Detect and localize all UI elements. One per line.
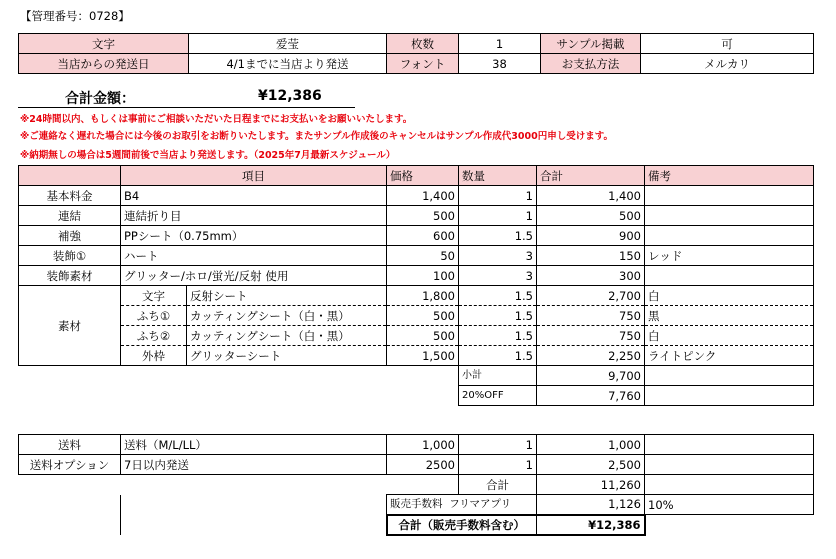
total-label: 合計金額： xyxy=(65,91,135,107)
label-text: 文字 xyxy=(19,34,189,54)
col-item: 項目 xyxy=(121,166,387,186)
row-category: 連結 xyxy=(19,206,121,226)
subtotal-spacer xyxy=(19,366,459,386)
shipping-category: 送料オプション xyxy=(19,455,121,475)
subtotal-value: 9,700 xyxy=(537,366,645,386)
row-category: 補強 xyxy=(19,226,121,246)
value-payment: メルカリ xyxy=(641,54,814,74)
label-payment: お支払方法 xyxy=(541,54,641,74)
material-price: 1,500 xyxy=(387,346,459,366)
material-total: 2,250 xyxy=(537,346,645,366)
row-price: 600 xyxy=(387,226,459,246)
value-sample: 可 xyxy=(641,34,814,54)
row-item: グリッター/ホロ/蛍光/反射 使用 xyxy=(121,266,387,286)
shipping-category: 送料 xyxy=(19,435,121,455)
material-note: ライトピンク xyxy=(645,346,814,366)
sum-value: 11,260 xyxy=(537,475,645,495)
label-sample: サンプル掲載 xyxy=(541,34,641,54)
subtotal-row xyxy=(19,366,814,386)
row-note xyxy=(645,226,814,246)
shipping-qty: 1 xyxy=(459,435,537,455)
sum-note xyxy=(645,475,814,495)
fee-row xyxy=(19,495,814,515)
material-qty: 1.5 xyxy=(459,286,537,306)
grand-note xyxy=(645,515,814,535)
shipping-table xyxy=(18,434,814,536)
table-row xyxy=(19,435,814,455)
note-1: ※24時間以内、もしくは事前にご相談いただいた日程までにお支払いをお願いいたします。 xyxy=(20,114,413,125)
row-category: 装飾素材 xyxy=(19,266,121,286)
shipping-item: 送料（M/L/LL） xyxy=(121,435,387,455)
discount-row xyxy=(19,386,814,406)
grand-total-label: 合計（販売手数料含む） xyxy=(387,515,537,535)
items-header-row xyxy=(19,166,814,186)
grand-total-row xyxy=(19,515,814,535)
material-note: 白 xyxy=(645,286,814,306)
table-row xyxy=(19,246,814,266)
material-sub: 外枠 xyxy=(121,346,187,366)
material-total: 750 xyxy=(537,306,645,326)
material-row xyxy=(19,286,814,306)
material-item: カッティングシート（白・黒） xyxy=(187,306,387,326)
header-row-2 xyxy=(19,54,814,74)
material-item: カッティングシート（白・黒） xyxy=(187,326,387,346)
material-total: 750 xyxy=(537,326,645,346)
row-note xyxy=(645,186,814,206)
grand-spacer-2 xyxy=(121,515,387,535)
subtotal-note xyxy=(645,366,814,386)
table-row xyxy=(19,186,814,206)
material-qty: 1.5 xyxy=(459,346,537,366)
table-row xyxy=(19,226,814,246)
shipping-note xyxy=(645,455,814,475)
row-item: 連結折り目 xyxy=(121,206,387,226)
shipping-price: 1,000 xyxy=(387,435,459,455)
material-sub: 文字 xyxy=(121,286,187,306)
grand-spacer xyxy=(19,515,121,535)
col-qty: 数量 xyxy=(459,166,537,186)
material-item: グリッターシート xyxy=(187,346,387,366)
material-qty: 1.5 xyxy=(459,326,537,346)
discount-note xyxy=(645,386,814,406)
fee-platform: フリマアプリ xyxy=(449,498,512,511)
material-row xyxy=(19,306,814,326)
table-row xyxy=(19,266,814,286)
fee-label-text: 販売手数料 xyxy=(390,498,443,511)
row-item: B4 xyxy=(121,186,387,206)
col-price: 価格 xyxy=(387,166,459,186)
sum-row xyxy=(19,475,814,495)
row-total: 900 xyxy=(537,226,645,246)
value-text: 爱莹 xyxy=(189,34,387,54)
row-item: ハート xyxy=(121,246,387,266)
shipping-total: 1,000 xyxy=(537,435,645,455)
fee-spacer-2 xyxy=(121,495,387,515)
col-total: 合計 xyxy=(537,166,645,186)
row-category: 装飾① xyxy=(19,246,121,266)
row-qty: 3 xyxy=(459,266,537,286)
fee-value: 1,126 xyxy=(537,495,645,515)
label-count: 枚数 xyxy=(387,34,459,54)
row-qty: 1.5 xyxy=(459,226,537,246)
row-qty: 3 xyxy=(459,246,537,266)
row-total: 1,400 xyxy=(537,186,645,206)
items-table xyxy=(18,165,814,406)
row-total: 150 xyxy=(537,246,645,266)
row-category: 基本料金 xyxy=(19,186,121,206)
col-blank xyxy=(19,166,121,186)
note-3: ※納期無しの場合は5週間前後で当店より発送します。（2025年7月最新スケジュール） xyxy=(20,150,396,161)
material-item: 反射シート xyxy=(187,286,387,306)
note-2: ※ご連絡なく遅れた場合には今後のお取引をお断りいたします。またサンプル作成後のキャンセルはサンプル作成代3000円申し受けます。 xyxy=(20,131,613,142)
shipping-note xyxy=(645,435,814,455)
row-note: レッド xyxy=(645,246,814,266)
shipping-item: 7日以内発送 xyxy=(121,455,387,475)
material-total: 2,700 xyxy=(537,286,645,306)
grand-total-value: ¥12,386 xyxy=(537,515,645,535)
label-font: フォント xyxy=(387,54,459,74)
material-price: 500 xyxy=(387,306,459,326)
row-note xyxy=(645,266,814,286)
row-price: 100 xyxy=(387,266,459,286)
row-price: 50 xyxy=(387,246,459,266)
row-qty: 1 xyxy=(459,186,537,206)
col-note: 備考 xyxy=(645,166,814,186)
management-number: 【管理番号：0728】 xyxy=(20,9,130,23)
shipping-total: 2,500 xyxy=(537,455,645,475)
table-row xyxy=(19,206,814,226)
material-sub: ふち② xyxy=(121,326,187,346)
discount-spacer xyxy=(19,386,459,406)
table-row xyxy=(19,455,814,475)
row-price: 1,400 xyxy=(387,186,459,206)
row-note xyxy=(645,206,814,226)
fee-label xyxy=(387,495,537,515)
sum-spacer xyxy=(19,475,459,495)
material-category: 素材 xyxy=(19,286,121,366)
value-font: 38 xyxy=(459,54,541,74)
total-value: ¥12,386 xyxy=(258,88,322,104)
material-note: 白 xyxy=(645,326,814,346)
discount-value: 7,760 xyxy=(537,386,645,406)
value-ship-date: 4/1までに当店より発送 xyxy=(189,54,387,74)
discount-label: 20%OFF xyxy=(459,386,537,406)
shipping-price: 2500 xyxy=(387,455,459,475)
row-total: 300 xyxy=(537,266,645,286)
header-table xyxy=(18,33,814,74)
material-row xyxy=(19,326,814,346)
material-qty: 1.5 xyxy=(459,306,537,326)
row-price: 500 xyxy=(387,206,459,226)
fee-spacer xyxy=(19,495,121,515)
material-price: 500 xyxy=(387,326,459,346)
value-count: 1 xyxy=(459,34,541,54)
material-note: 黒 xyxy=(645,306,814,326)
total-underline xyxy=(18,107,355,108)
header-row-1 xyxy=(19,34,814,54)
label-ship-date: 当店からの発送日 xyxy=(19,54,189,74)
sum-label: 合計 xyxy=(459,475,537,495)
shipping-qty: 1 xyxy=(459,455,537,475)
row-total: 500 xyxy=(537,206,645,226)
material-row xyxy=(19,346,814,366)
subtotal-label: 小計 xyxy=(459,366,537,386)
row-qty: 1 xyxy=(459,206,537,226)
row-item: PPシート（0.75mm） xyxy=(121,226,387,246)
material-price: 1,800 xyxy=(387,286,459,306)
material-sub: ふち① xyxy=(121,306,187,326)
fee-rate: 10% xyxy=(645,495,814,515)
